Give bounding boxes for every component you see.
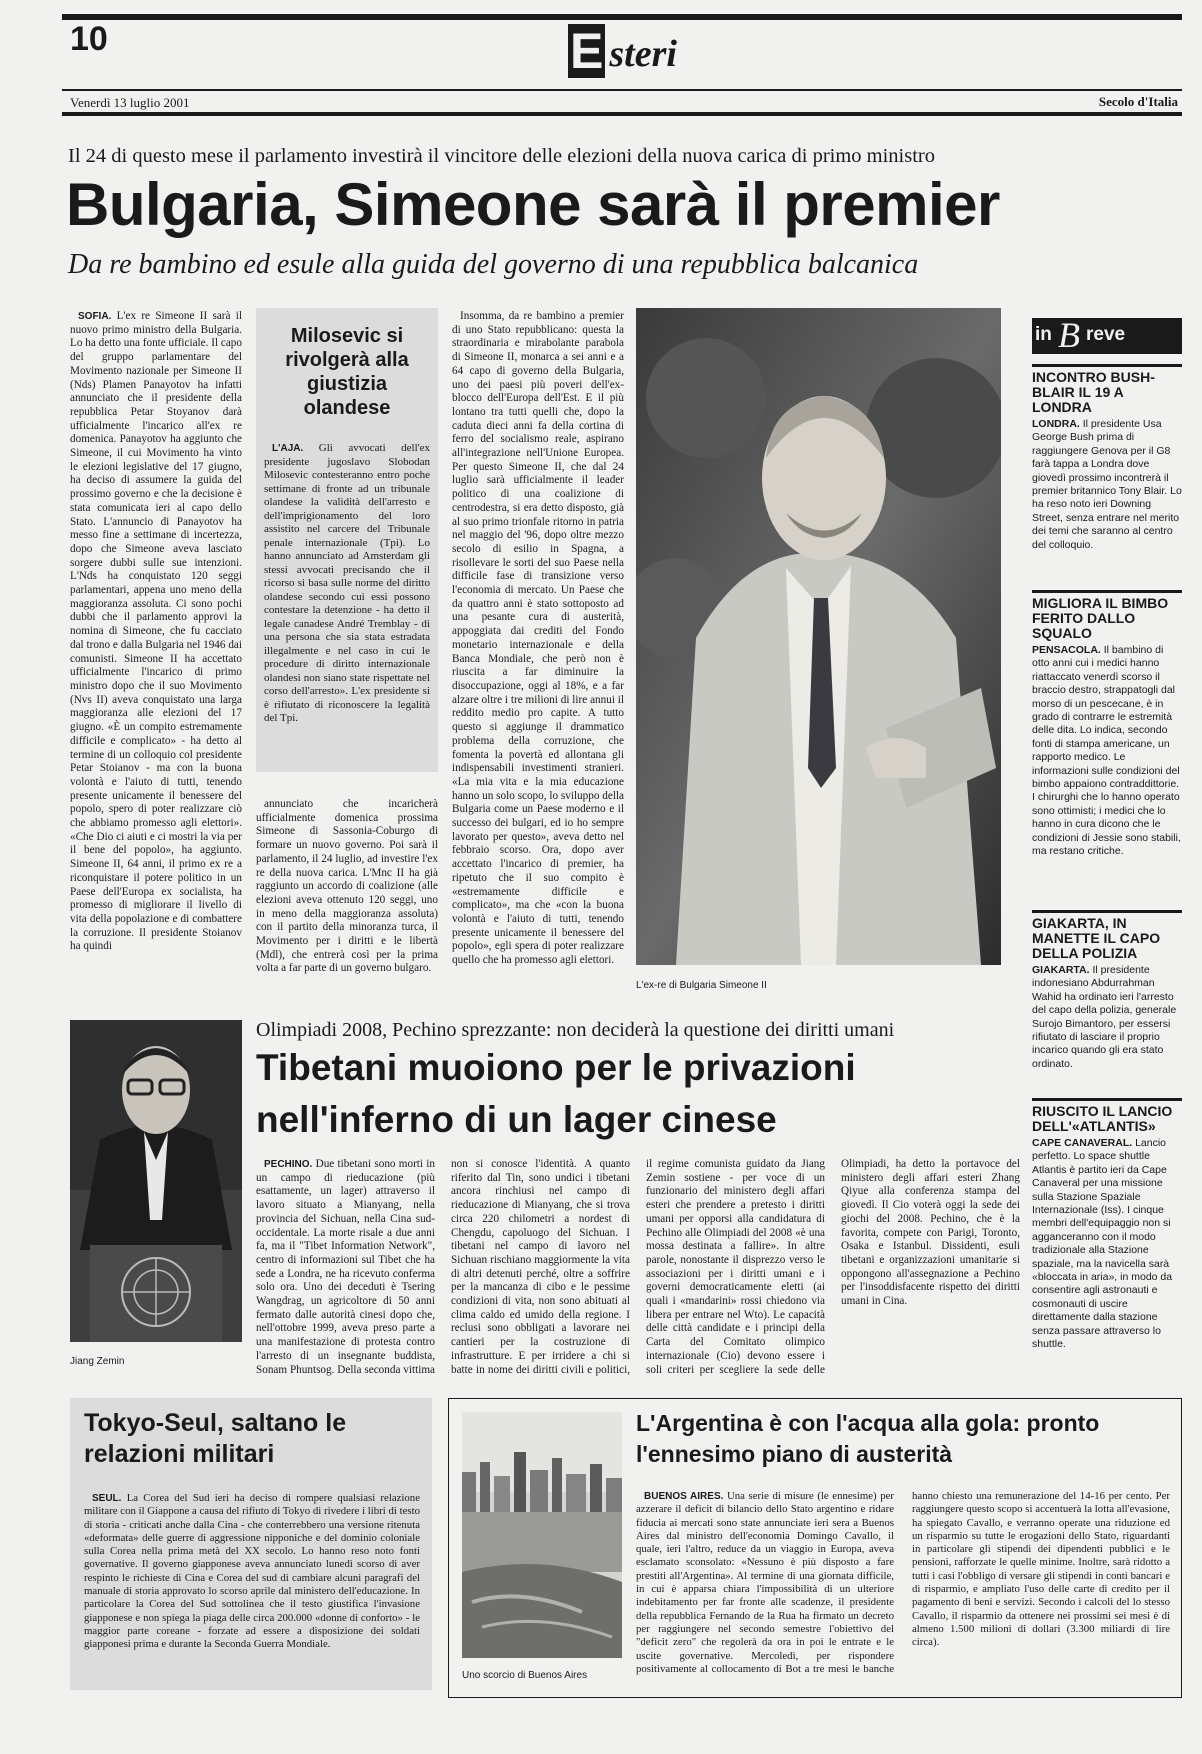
- tibet-text: Due tibetani sono morti in un campo di rieducazione (più esattamente, un lager) attraverso il lavoro situato a Mianyang, nella provincia del Sichuan, nella Cina sud-occidentale. La morte risale a due anni fa, ma il "Tibet Information Network", centro di informazioni sul Tibet che ha sede a Londra, ne ha ricevuto conferma solo ora. Uno dei deceduti è Tsering Wangdrag, un agricoltore di 50 anni fermato dalle autorità cinesi dopo che, nell'ottobre 1999, aveva preso parte a una manifestazione di protesta contro l'arresto di un insegnante buddista, Sonam Phuntsog. Della seconda vittima non si conosce l'identità. A quanto riferito dal Tin, sono undici i tibetani ancora rinchiusi nel campo di rieducazione di Mianyang, che si trova circa 220 chilometri a nordest di Chengdu, capoluogo del Sichuan. I tibetani nel campo di lavoro nel Sichuan rischiano maggiormente la vita di altri detenuti perché, oltre a soffrire per la mancanza di cibo e le pessime condizioni di vita, non sono abituati al clima caldo ed umido della regione. I reclusi sono obbligati a lavorare nei cantieri per la costruzione di infrastrutture. E per irridere a chi si batte in nome dei diritti civili e politici, il regime comunista guidato da Jiang Zemin sostiene - per voce di un funzionario del ministero degli affari esteri che prendere a pretesto i diritti umani per opporsi alla candidatura di Pechino alle Olimpiadi del 2008 «è una mossa destinata a fallire». In altre parole, nonostante il disprezzo verso le associazioni per i diritti umani e i governi democraticamente eletti (ai quali i «mandarini» rossi chiedono via libera per entrare nel Wto). Le capacità delle città candidate e i principi della Carta del Comitato olimpico internazionale (Cio) devono essere i soli criteri per scegliere la sede delle Olimpiadi, ha detto la portavoce del ministero degli affari esteri Zhang Qiyue alla conferenza stampa del giovedì. Il Cio voterà oggi la sede dei giochi del 2008. Pechino, che è la favorita, compete con Parigi, Toronto, Osaka e Istanbul. Dissidenti, esuli tibetani e organizzazioni umanitarie si oppongono all'assegnazione a Pechino per l'insoddisfacente rispetto dei diritti umani in Cina.: [256, 1158, 1020, 1376]
- brief-text: Il presidente indonesiano Abdurrahman Wahid ha ordinato ieri l'arresto del capo della polizia, generale Surojo Bimantoro, per essersi rifiutato di lasciare il proprio incarico quando gli era stato ordinato.: [1032, 964, 1177, 1070]
- argentina-text: Una serie di misure (le ennesime) per azzerare il deficit di bilancio dello Stato argentino e ridare fiducia ai mercati sono state annunciate ieri sera a Buenos Aires dal ministro dell'economia Domingo Cavallo, il quale, ieri l'altro, reduce da un viaggio in Europa, aveva esclamato sconsolato: «Nessuno è più disposto a fare prestiti all'Argentina». Al termine di una giornata difficile, in cui è apparsa chiara l'impossibilità di un ulteriore indebitamento per far fronte alle scadenze, il presidente della repubblica Fernando de la Rua ha firmato un decreto per raggiungere nel secondo semestre l'obiettivo del "deficit zero" che regolerà da ora in poi le entrate e le uscite governative. Mercoledì, per rispondere positivamente al collocamento di Bot a tre mesi le banche hanno chiesto una remunerazione del 14-16 per cento. Per raggiungere questo scopo si accentuerà la lotta all'evasione, ha spiegato Cavallo, e verranno operate una riduzione ed un risparmio su tutte le erogazioni dello Stato, riguardanti in particolare gli stipendi dei dipendenti pubblici e le pensioni, rafforzate le quelle minime. Inoltre, sarà ridotto a tutti i casi l'obbligo di versare gli stipendi in conti bancari e di risparmio, e ampliato l'uso delle carte di credito per il pagamento di beni e servizi. Secondo i calcoli del lo stesso Cavallo, il risparmio da ottenere nei prossimi sei mesi è di almeno 1.500 milioni di dollari (3.300 miliardi di lire circa).: [636, 1490, 1170, 1675]
- buenos-aires-photo: [462, 1412, 622, 1658]
- main-dateline: SOFIA.: [78, 311, 112, 322]
- brief-dateline: PENSACOLA.: [1032, 644, 1101, 656]
- tokyo-text: La Corea del Sud ieri ha deciso di rompere qualsiasi relazione militare con il Giappone a causa del rifiuto di Tokyo di rivedere i libri di testo di storia - criticati anche dalla Cina - che conterrebbero una versione ritenuta «deformata» delle guerre di aggressione nipponiche e del dominio coloniale sulla Corea nella prima metà del XX secolo. Lo hanno reso noto fonti governative. Il governo giapponese aveva annunciato lunedì scorso di aver respinto le richieste di Cina e Corea del sud di cambiare alcuni paragrafi del manuale di storia approvato lo scorso aprile dal ministero dell'educazione. In particolare la Corea del Sud sottolinea che il testo giustifica l'invasione giapponese e non spiega la piaga delle circa 200.000 «donne di conforto» - le maggior parte coreane - forzate ad essere a disposizione dei soldati giapponesi prima e durante la Seconda Guerra Mondiale.: [84, 1492, 420, 1651]
- brief-body: [1032, 418, 1182, 552]
- tokyo-body: [84, 1492, 420, 1680]
- page-number: 10: [70, 20, 108, 58]
- main-col-1: [70, 310, 242, 994]
- header-bottom-rule: [62, 112, 1182, 116]
- brief-item: [1032, 590, 1182, 908]
- brief-text: Il bambino di otto anni cui i medici hanno riattaccato venerdì scorso il braccio destro, strappatogli dal morso di un pescecane, è in grado di contrarre le estremità delle dita. Lo indica, secondo fonti di stampa americane, un rapporto medico. Le informazioni sulle condizioni del bimbo appaiono contraddittorie. I chirurghi che lo hanno operato sono ottimisti; i medici che lo hanno in cura dicono che le condizioni di Jessie sono stabili, ma restano critiche.: [1032, 644, 1181, 858]
- milosevic-text-block: [264, 442, 430, 764]
- main-headline: Bulgaria, Simeone sarà il premier: [66, 171, 1000, 238]
- tibet-headline: Tibetani muoiono per le privazioni nell'inferno di un lager cinese: [256, 1047, 856, 1140]
- jiang-zemin-photo-image: [70, 1020, 242, 1342]
- milosevic-headline: Milosevic si rivolgerà alla giustizia olandese: [285, 325, 409, 419]
- tibet-kicker: Olimpiadi 2008, Pechino sprezzante: non deciderà la questione dei diritti umani: [256, 1019, 895, 1041]
- argentina-body: [636, 1490, 1170, 1688]
- issue-date: Venerdì 13 luglio 2001: [70, 95, 190, 110]
- brief-item: [1032, 364, 1182, 580]
- brief-title: INCONTRO BUSH-BLAIR IL 19 A LONDRA: [1032, 369, 1155, 415]
- in-breve-in: in: [1035, 324, 1052, 345]
- brief-text: Il presidente Usa George Bush prima di raggiungere Genova per il G8 farà tappa a Londra dove giovedì prossimo incontrerà il premier britannico Tony Blair. Lo ha reso noto ieri Downing Street, senza entrare nel merito dei temi che saranno al centro del colloquio.: [1032, 418, 1182, 551]
- section-rest: steri: [609, 33, 677, 75]
- in-breve-header: [1032, 315, 1182, 355]
- tibet-body: [256, 1158, 1020, 1378]
- tibet-dateline: PECHINO.: [264, 1159, 313, 1170]
- brief-dateline: CAPE CANAVERAL.: [1032, 1137, 1133, 1149]
- main-col2-text: annunciato che incaricherà ufficialmente domenica prossima Simeone di Sassonia-Coburgo di formare un nuovo governo. Poi sarà il parlamento, il 24 luglio, ad investire l'ex re della nuova carica. L'Mnc II ha già raggiunto un accordo di coalizione (alle elezioni aveva ottenuto 120 seggi, uno in meno della maggioranza assoluta) con il partito della minoranza turca, il Movimento per i diritti e le libertà (Mdl), che entrerà così per la prima volta a far parte di un governo bulgaro.: [256, 798, 438, 975]
- simeone-photo-caption: L'ex-re di Bulgaria Simeone II: [636, 980, 767, 991]
- buenos-aires-caption: Uno scorcio di Buenos Aires: [462, 1670, 588, 1681]
- section-initial: E: [570, 23, 604, 79]
- brief-body: [1032, 644, 1182, 859]
- jiang-zemin-photo: [70, 1020, 242, 1342]
- milosevic-dateline: L'AJA.: [272, 443, 304, 454]
- tokyo-dateline: SEUL.: [92, 1493, 122, 1504]
- brief-dateline: GIAKARTA.: [1032, 964, 1090, 976]
- main-kicker: Il 24 di questo mese il parlamento investirà il vincitore delle elezioni della nuova carica di primo ministro: [68, 145, 936, 167]
- section-title: [568, 24, 677, 84]
- simeone-photo: [636, 308, 1001, 965]
- main-col3-text: Insomma, da re bambino a premier di uno Stato repubblicano: questa la straordinaria e mirabolante parabola di Simeone II, monarca a sei anni e a 64 capo di governo della Bulgaria, uno dei paesi più poveri dell'ex-blocco dell'Europa dell'Est. E il più lontano tra tutti quelli che, dopo la caduta dieci anni fa della cortina di ferro del socialismo reale, aspirano all'integrazione nell'Unione Europea. Per questo Simeone II, che dal 24 luglio sarà ufficialmente il leader politico di una coalizione di centrodestra, si era detto disposto, già al suo primo trionfale ritorno in patria nel maggio del '96, dopo oltre mezzo secolo di esilio in Spagna, a risollevare le sorti del suo Paese nella difficile fase di transizione verso l'economia di mercato. Un Paese che da quattro anni è stato sottoposto ad una pesante cura di austerità, appoggiata dai crediti del Fondo monetario internazionale e della Banca Mondiale, che però non è riuscita a far diminuire la disoccupazione, oggi al 18%, e a far alzare oltre i tre milioni di lire annui il reddito medio pro capite. A tutto questo si aggiunge il drammatico problema della corruzione, che fomenta la povertà ed allontana gli indispensabili investimenti stranieri. «La mia vita e la mia educazione hanno un solo scopo, lo sviluppo della Bulgaria come un Paese moderno e il successo dei bulgari, ed io ho sempre lavorato per questo», aveva detto nel febbraio scorso. Ora, dopo aver accettato l'incarico di premier, ha ripetuto che il suo compito è «estremamente difficile e complicato», ma che «con la buona volontà e l'aiuto di tutti, tenendo presente unicamente il benessere del popolo», egli spera di poter realizzare quello che ha promesso agli elettori.: [452, 310, 624, 967]
- brief-title: GIAKARTA, IN MANETTE IL CAPO DELLA POLIZIA: [1032, 915, 1161, 961]
- header-top-rule: [62, 14, 1182, 20]
- header-mid-rule: [62, 89, 1182, 91]
- in-breve-b: B: [1058, 315, 1080, 355]
- brief-item: [1032, 910, 1182, 1096]
- jiang-zemin-caption: Jiang Zemin: [70, 1356, 125, 1367]
- brief-title: RIUSCITO IL LANCIO DELL'«ATLANTIS»: [1032, 1103, 1173, 1134]
- brief-item: [1032, 1098, 1182, 1378]
- argentina-dateline: BUENOS AIRES.: [644, 1491, 724, 1502]
- tokyo-headline: Tokyo-Seul, saltano le relazioni militari: [84, 1409, 347, 1468]
- brief-body: [1032, 964, 1182, 1071]
- main-col1-text: L'ex re Simeone II sarà il nuovo primo ministro della Bulgaria. Lo ha detto una fonte ufficiale. Il capo del gruppo parlamentare del Movimento nazionale per Simeone II (Nds) Plamen Panayotov ha infatti annunciato che il presidente della repubblica Petar Stoyanov darà ufficialmente l'incarico all'ex re domenica. Panayotov ha aggiunto che Simeone, il cui Movimento ha vinto le elezioni legislative del 17 giugno, ha deciso di assumere la guida del prossimo governo e che la decisione è stata comunicata ieri al capo dello Stato. L'annuncio di Panayotov ha messo fine a settimane di incertezza, dopo che Simeone aveva lasciato sorgere dubbi sulle sue intenzioni. L'Nds ha conquistato 120 seggi parlamentari, appena uno meno della maggioranza assoluta. Ci sono pochi dubbi che il parlamento approvi la nomina di Simeone, che fu cacciato dal trono e dalla Bulgaria nel 1946 dai comunisti. Simeone II ha accettato ufficialmente l'incarico di primo ministro dopo che il suo Movimento (Nvs II) aveva conquistato una larga maggioranza alle elezioni del 17 giugno. «È un compito estremamente difficile e complicato» - ha detto al termine di un colloquio col presidente Petar Stoianov - ma con la buona volontà e l'aiuto di tutti, tenendo presente unicamente il benessere del popolo, spero di poter realizzare ciò che abbiamo promesso agli elettori». «Che Dio ci aiuti e ci mostri la via per il bene del popolo», ha aggiunto. Simeone II, 64 anni, il primo ex re a riconquistare il potere politico in un Paese dell'Europa ex socialista, ha promesso di migliorare il livello di vita della popolazione e di combattere la corruzione. Il presidente Stoianov ha quindi: [70, 310, 242, 953]
- brief-text: Lancio perfetto. Lo space shuttle Atlantis è partito ieri da Cape Canaveral per una missione sulla Stazione Spaziale Internazionale (Iss). I cinque membri dell'equipaggio non si agganceranno con il modo tradizionale alla Stazione spaziale, ma la navicella sarà «bloccata in aria», in modo da consentire agli astronauti e cosmonauti di uscire direttamente dalla stazione senza passare attraverso lo shuttle.: [1032, 1137, 1173, 1351]
- argentina-headline: L'Argentina è con l'acqua alla gola: pronto l'ennesimo piano di austerità: [636, 1410, 1100, 1467]
- milosevic-box: [256, 308, 438, 772]
- main-col-3: [452, 310, 624, 994]
- main-subheadline: Da re bambino ed esule alla guida del governo di una repubblica balcanica: [68, 249, 919, 280]
- main-col-2: [256, 798, 438, 994]
- milosevic-text: Gli avvocati dell'ex presidente jugoslavo Slobodan Milosevic contesteranno entro poche settimane di fronte ad un tribunale olandese la validità dell'arresto e dell'imprigionamento del loro assistito nel carcere del Tribunale penale internazionale (Tpi). Lo hanno annunciato ad Amsterdam gli stessi avvocati precisando che il ricorso si basa sulle norme del diritto olandese secondo cui essi possono contestare la detenzione - ha detto il legale canadese André Tremblay - di una persona che sia stata estradata illegalmente e nel caso in cui le procedure di diritto internazionale olandesi non siano state rispettate nel corso dell'arresto». L'ex presidente si è rifiutato di riconoscere la legalità del Tpi.: [264, 442, 430, 724]
- buenos-aires-photo-image: [462, 1412, 622, 1658]
- brief-title: MIGLIORA IL BIMBO FERITO DALLO SQUALO: [1032, 595, 1169, 641]
- brief-dateline: LONDRA.: [1032, 418, 1080, 430]
- simeone-photo-image: [636, 308, 1001, 965]
- newspaper-name: Secolo d'Italia: [1098, 94, 1178, 109]
- in-breve-rest: reve: [1086, 324, 1126, 345]
- brief-body: [1032, 1137, 1182, 1352]
